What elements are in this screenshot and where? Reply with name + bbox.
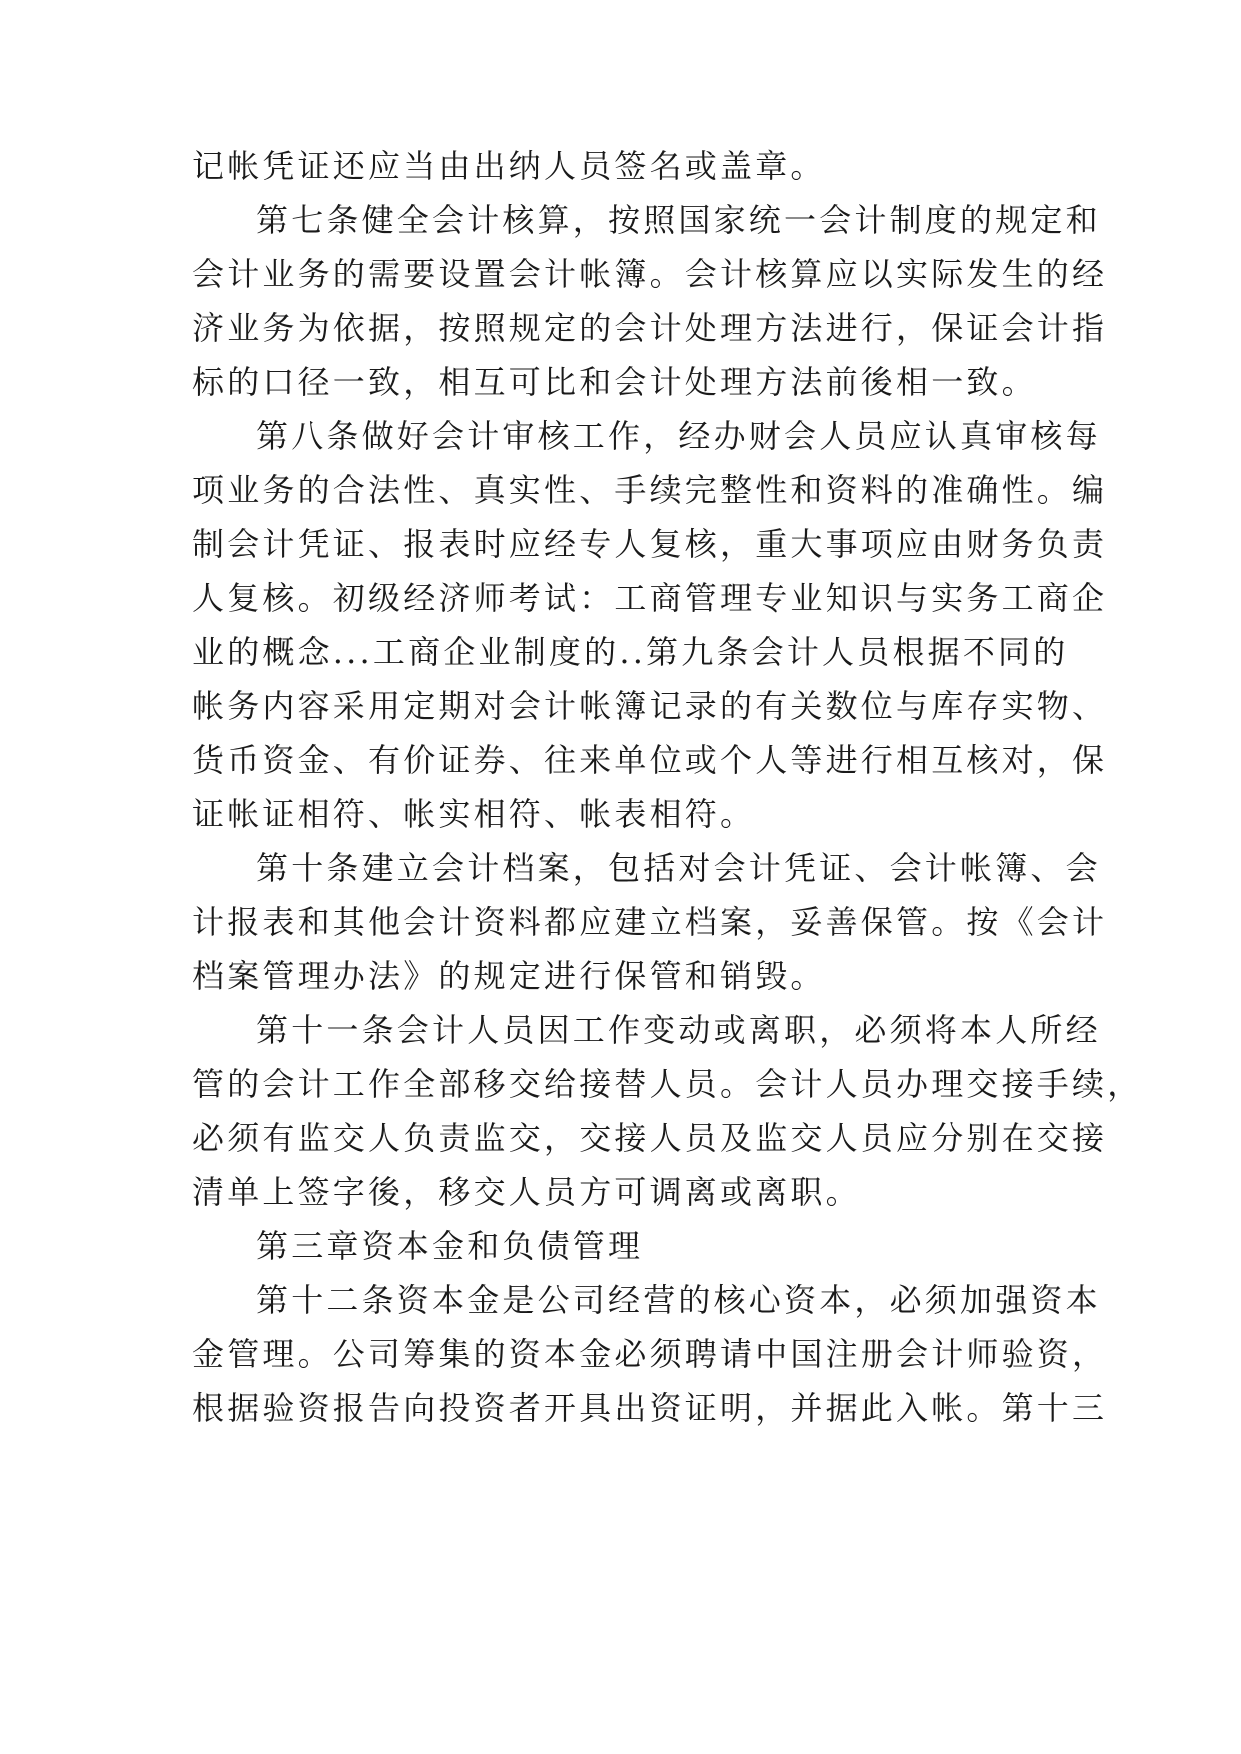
text-line: 济业务为依据，按照规定的会计处理方法进行，保证会计指 bbox=[192, 309, 1108, 347]
text-line: 第七条健全会计核算，按照国家统一会计制度的规定和 bbox=[256, 201, 1101, 239]
text-line: 根据验资报告向投资者开具出资证明，并据此入帐。第十三 bbox=[192, 1389, 1108, 1427]
text-line: 必须有监交人负责监交，交接人员及监交人员应分别在交接 bbox=[192, 1119, 1108, 1157]
text-line: 业的概念...工商企业制度的..第九条会计人员根据不同的 bbox=[192, 633, 1069, 671]
text-line: 货币资金、有价证券、往来单位或个人等进行相互核对，保 bbox=[192, 741, 1108, 779]
section-heading: 第三章资本金和负债管理 bbox=[256, 1227, 644, 1265]
text-line: 证帐证相符、帐实相符、帐表相符。 bbox=[192, 795, 756, 833]
text-line: 清单上签字後，移交人员方可调离或离职。 bbox=[192, 1173, 861, 1211]
text-line: 管的会计工作全部移交给接替人员。会计人员办理交接手续， bbox=[192, 1065, 1143, 1103]
text-line: 第八条做好会计审核工作，经办财会人员应认真审核每 bbox=[256, 417, 1101, 455]
text-line: 第十条建立会计档案，包括对会计凭证、会计帐簿、会 bbox=[256, 849, 1101, 887]
text-line: 记帐凭证还应当由出纳人员签名或盖章。 bbox=[192, 147, 826, 185]
text-line: 计报表和其他会计资料都应建立档案，妥善保管。按《会计 bbox=[192, 903, 1108, 941]
text-line: 金管理。公司筹集的资本金必须聘请中国注册会计师验资， bbox=[192, 1335, 1108, 1373]
text-line: 第十一条会计人员因工作变动或离职，必须将本人所经 bbox=[256, 1011, 1101, 1049]
text-line: 档案管理办法》的规定进行保管和销毁。 bbox=[192, 957, 826, 995]
text-line: 帐务内容采用定期对会计帐簿记录的有关数位与库存实物、 bbox=[192, 687, 1108, 725]
text-line: 标的口径一致，相互可比和会计处理方法前後相一致。 bbox=[192, 363, 1037, 401]
text-line: 会计业务的需要设置会计帐簿。会计核算应以实际发生的经 bbox=[192, 255, 1108, 293]
text-line: 第十二条资本金是公司经营的核心资本，必须加强资本 bbox=[256, 1281, 1101, 1319]
text-line: 制会计凭证、报表时应经专人复核，重大事项应由财务负责 bbox=[192, 525, 1108, 563]
text-line: 项业务的合法性、真实性、手续完整性和资料的准确性。编 bbox=[192, 471, 1108, 509]
text-line: 人复核。初级经济师考试：工商管理专业知识与实务工商企 bbox=[192, 579, 1108, 617]
